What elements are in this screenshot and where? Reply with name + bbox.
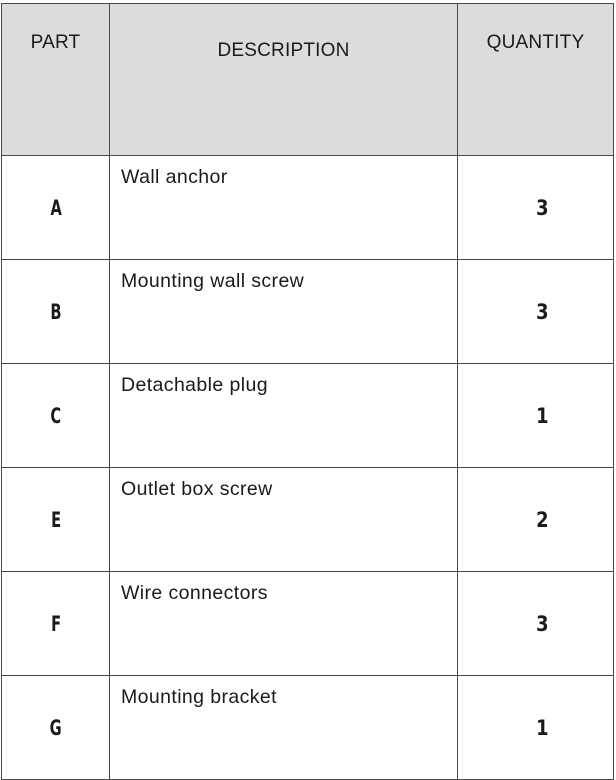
quantity-value: 1 bbox=[536, 403, 549, 428]
part-letter: G bbox=[49, 715, 62, 740]
table-row bbox=[2, 572, 614, 676]
quantity-value: 3 bbox=[536, 299, 549, 324]
description-cell: Wire connectors bbox=[110, 572, 458, 676]
part-letter: E bbox=[50, 507, 61, 532]
description-cell: Detachable plug bbox=[110, 364, 458, 468]
quantity-cell bbox=[458, 364, 614, 468]
part-letter: A bbox=[49, 195, 62, 220]
part-letter: C bbox=[50, 403, 61, 428]
description-cell: Wall anchor bbox=[110, 156, 458, 260]
description-cell: Mounting bracket bbox=[110, 676, 458, 780]
quantity-cell bbox=[458, 468, 614, 572]
quantity-cell bbox=[458, 260, 614, 364]
quantity-value: 3 bbox=[536, 611, 549, 636]
quantity-cell bbox=[458, 676, 614, 780]
table-row bbox=[2, 156, 614, 260]
table-header-row bbox=[2, 4, 614, 156]
header-description: DESCRIPTION bbox=[110, 4, 458, 156]
part-cell bbox=[11, 364, 100, 468]
part-cell bbox=[11, 156, 100, 260]
quantity-cell bbox=[458, 572, 614, 676]
description-cell: Mounting wall screw bbox=[110, 260, 458, 364]
parts-table bbox=[1, 3, 614, 780]
quantity-value: 3 bbox=[536, 195, 549, 220]
table-row bbox=[2, 676, 614, 780]
part-letter: B bbox=[49, 299, 62, 324]
part-letter: F bbox=[50, 611, 61, 636]
part-cell bbox=[11, 468, 100, 572]
quantity-value: 1 bbox=[536, 715, 549, 740]
header-part: PART bbox=[2, 4, 110, 156]
quantity-cell bbox=[458, 156, 614, 260]
part-cell bbox=[11, 572, 100, 676]
header-quantity: QUANTITY bbox=[458, 4, 614, 156]
part-cell bbox=[11, 260, 100, 364]
part-cell bbox=[11, 676, 100, 780]
quantity-value: 2 bbox=[536, 507, 549, 532]
table-row bbox=[2, 364, 614, 468]
table-row bbox=[2, 468, 614, 572]
table-row bbox=[2, 260, 614, 364]
description-cell: Outlet box screw bbox=[110, 468, 458, 572]
